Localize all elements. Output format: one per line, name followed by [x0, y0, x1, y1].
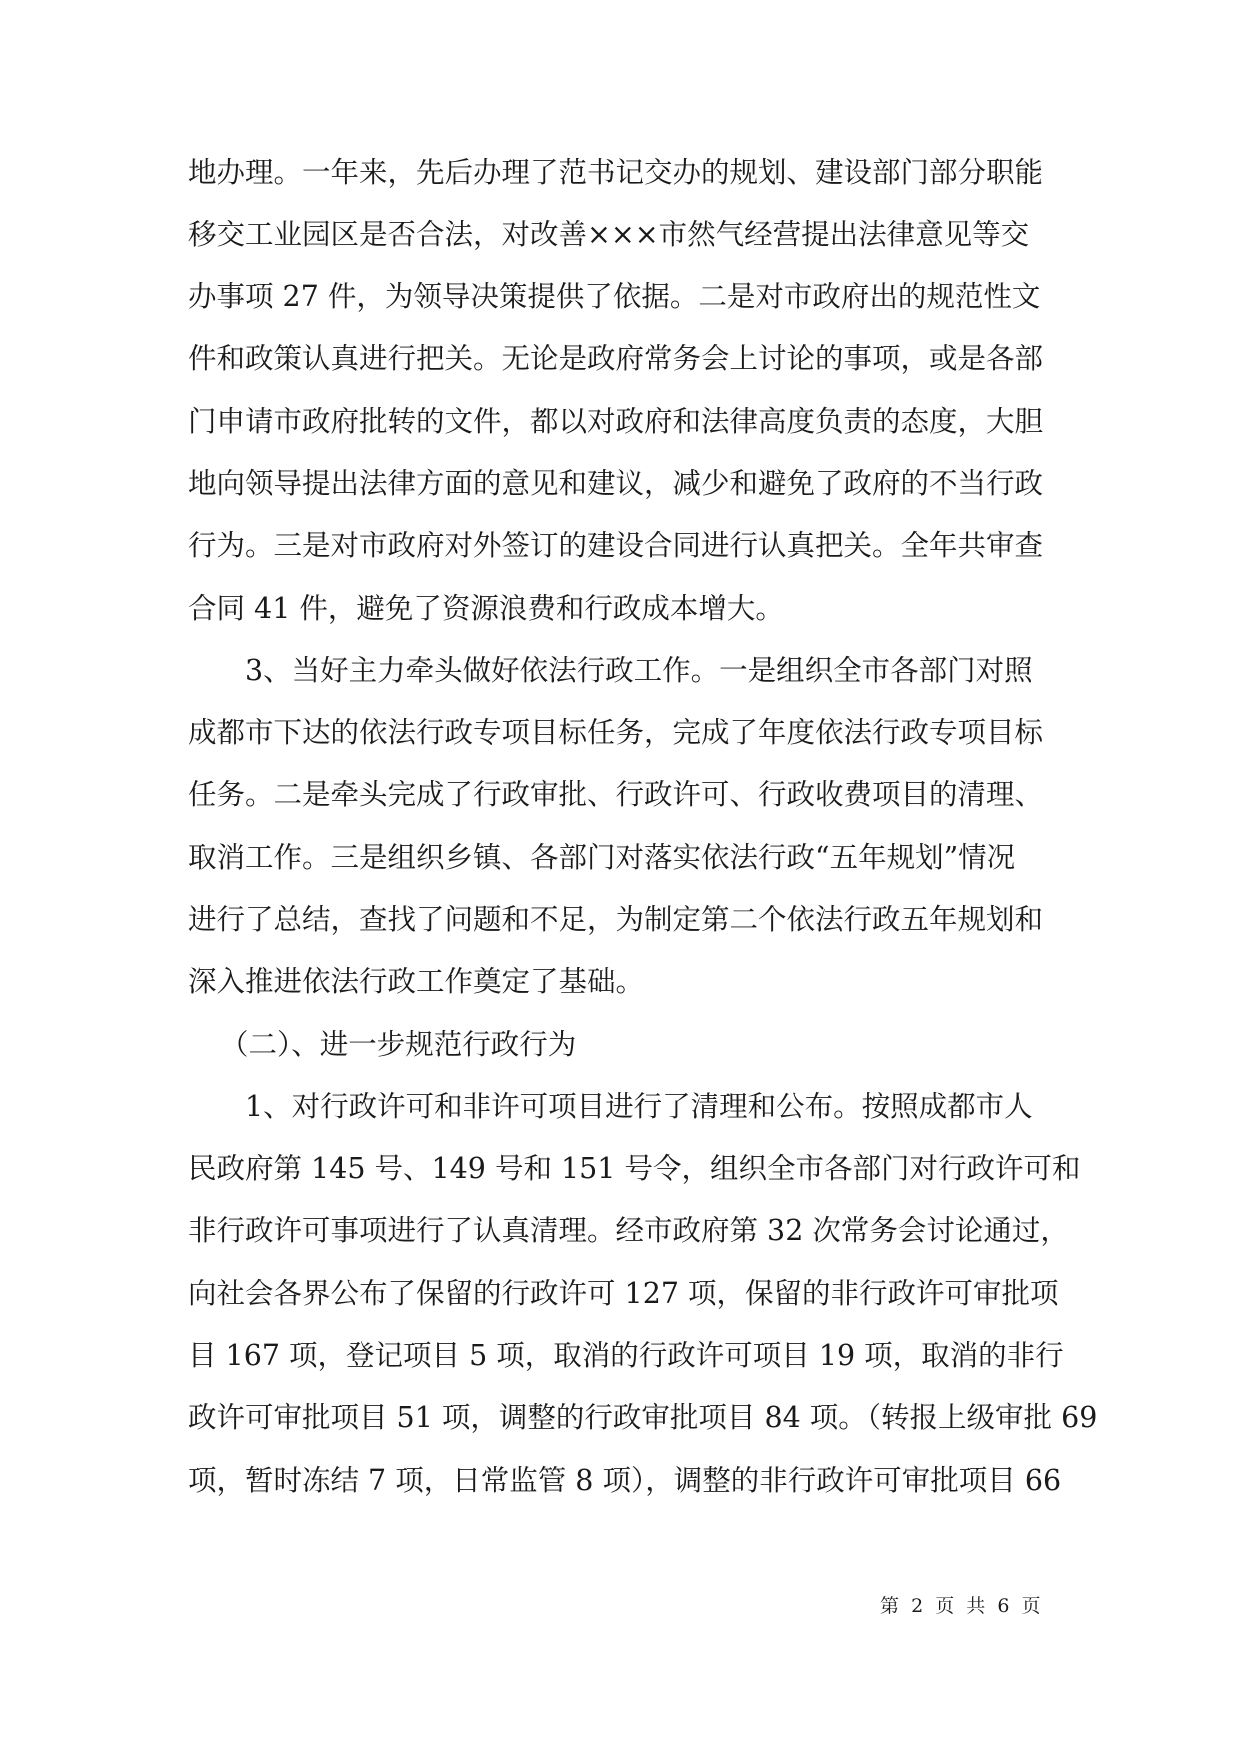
text-line: 合同 41 件，避免了资源浪费和行政成本增大。: [188, 592, 784, 625]
text-line: 取消工作。三是组织乡镇、各部门对落实依法行政“五年规划”情况: [188, 841, 1016, 874]
section-heading: （二）、进一步规范行政行为: [220, 1028, 577, 1061]
footer-label-ye: 页: [935, 1595, 955, 1617]
footer-label-ye: 页: [1021, 1595, 1041, 1617]
text-line: 项，暂时冻结 7 项，日常监管 8 项），调整的非行政许可审批项目 66: [188, 1464, 1062, 1497]
text-line: 政许可审批项目 51 项，调整的行政审批项目 84 项。（转报上级审批 69: [188, 1401, 1098, 1434]
footer-label-gong: 共: [966, 1595, 986, 1617]
text-line: 向社会各界公布了保留的行政许可 127 项，保留的非行政许可审批项: [188, 1277, 1059, 1310]
text-line: 办事项 27 件，为领导决策提供了依据。二是对市政府出的规范性文: [188, 280, 1041, 313]
text-line: 地办理。一年来，先后办理了范书记交办的规划、建设部门部分职能: [188, 156, 1044, 189]
paragraph-first-line: 3、当好主力牵头做好依法行政工作。一是组织全市各部门对照: [245, 654, 1033, 687]
page-number-footer: [880, 1592, 1070, 1620]
footer-total-pages: 6: [997, 1595, 1010, 1617]
text-line: 非行政许可事项进行了认真清理。经市政府第 32 次常务会讨论通过，: [188, 1214, 1069, 1247]
text-line: 地向领导提出法律方面的意见和建议，减少和避免了政府的不当行政: [188, 467, 1044, 500]
text-line: 目 167 项，登记项目 5 项，取消的行政许可项目 19 项，取消的非行: [188, 1339, 1064, 1372]
text-line: 成都市下达的依法行政专项目标任务，完成了年度依法行政专项目标: [188, 716, 1044, 749]
text-line: 民政府第 145 号、149 号和 151 号令，组织全市各部门对行政许可和: [188, 1152, 1081, 1185]
footer-current-page: 2: [911, 1595, 924, 1617]
text-line: 深入推进依法行政工作奠定了基础。: [188, 965, 645, 998]
text-line: 行为。三是对市政府对外签订的建设合同进行认真把关。全年共审查: [188, 529, 1044, 562]
text-line: 移交工业园区是否合法，对改善×××市然气经营提出法律意见等交: [188, 218, 1030, 251]
text-line: 件和政策认真进行把关。无论是政府常务会上讨论的事项，或是各部: [188, 342, 1044, 375]
text-line: 任务。二是牵头完成了行政审批、行政许可、行政收费项目的清理、: [188, 778, 1044, 811]
paragraph-first-line: 1、对行政许可和非许可项目进行了清理和公布。按照成都市人: [245, 1090, 1033, 1123]
text-line: 进行了总结，查找了问题和不足，为制定第二个依法行政五年规划和: [188, 903, 1044, 936]
footer-label-di: 第: [880, 1595, 900, 1617]
text-line: 门申请市政府批转的文件，都以对政府和法律高度负责的态度，大胆: [188, 405, 1044, 438]
